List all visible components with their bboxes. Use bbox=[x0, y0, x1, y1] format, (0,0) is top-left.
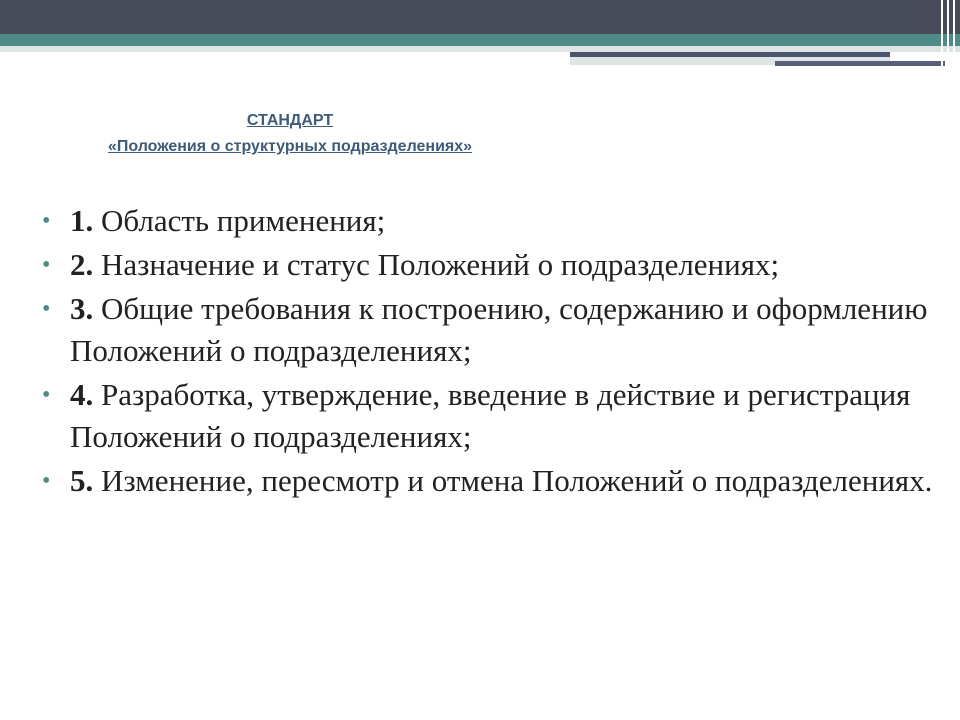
content-list bbox=[42, 200, 942, 504]
bullet-icon: • bbox=[42, 468, 51, 494]
item-number: 5. bbox=[70, 463, 94, 498]
list-item bbox=[42, 200, 942, 242]
item-number: 1. bbox=[70, 203, 94, 238]
accent-line bbox=[775, 61, 945, 66]
top-bar bbox=[0, 0, 960, 34]
header-subtitle: «Положения о структурных подразделениях» bbox=[107, 138, 473, 155]
item-text: Область применения; bbox=[101, 203, 386, 238]
bullet-icon: • bbox=[42, 208, 51, 234]
item-number: 3. bbox=[70, 291, 94, 326]
item-number: 4. bbox=[70, 377, 94, 412]
item-text: Изменение, пересмотр и отмена Положений о подразделениях. bbox=[101, 463, 933, 498]
header-title: СТАНДАРТ bbox=[246, 112, 334, 129]
item-number: 2. bbox=[70, 247, 94, 282]
item-text: Общие требования к построению, содержанию и оформлению Положений о подразделениях; bbox=[70, 291, 928, 368]
item-text: Назначение и статус Положений о подразделениях; bbox=[101, 247, 780, 282]
list-item bbox=[42, 374, 942, 458]
decorative-stripes bbox=[938, 0, 960, 70]
list-item bbox=[42, 288, 942, 372]
list-item bbox=[42, 460, 942, 502]
bullet-icon: • bbox=[42, 296, 51, 322]
slide-header bbox=[0, 108, 580, 160]
bullet-icon: • bbox=[42, 252, 51, 278]
list-item bbox=[42, 244, 942, 286]
item-text: Разработка, утверждение, введение в действие и регистрация Положений о подразделениях; bbox=[70, 377, 911, 454]
teal-band bbox=[0, 34, 960, 46]
bullet-icon: • bbox=[42, 382, 51, 408]
